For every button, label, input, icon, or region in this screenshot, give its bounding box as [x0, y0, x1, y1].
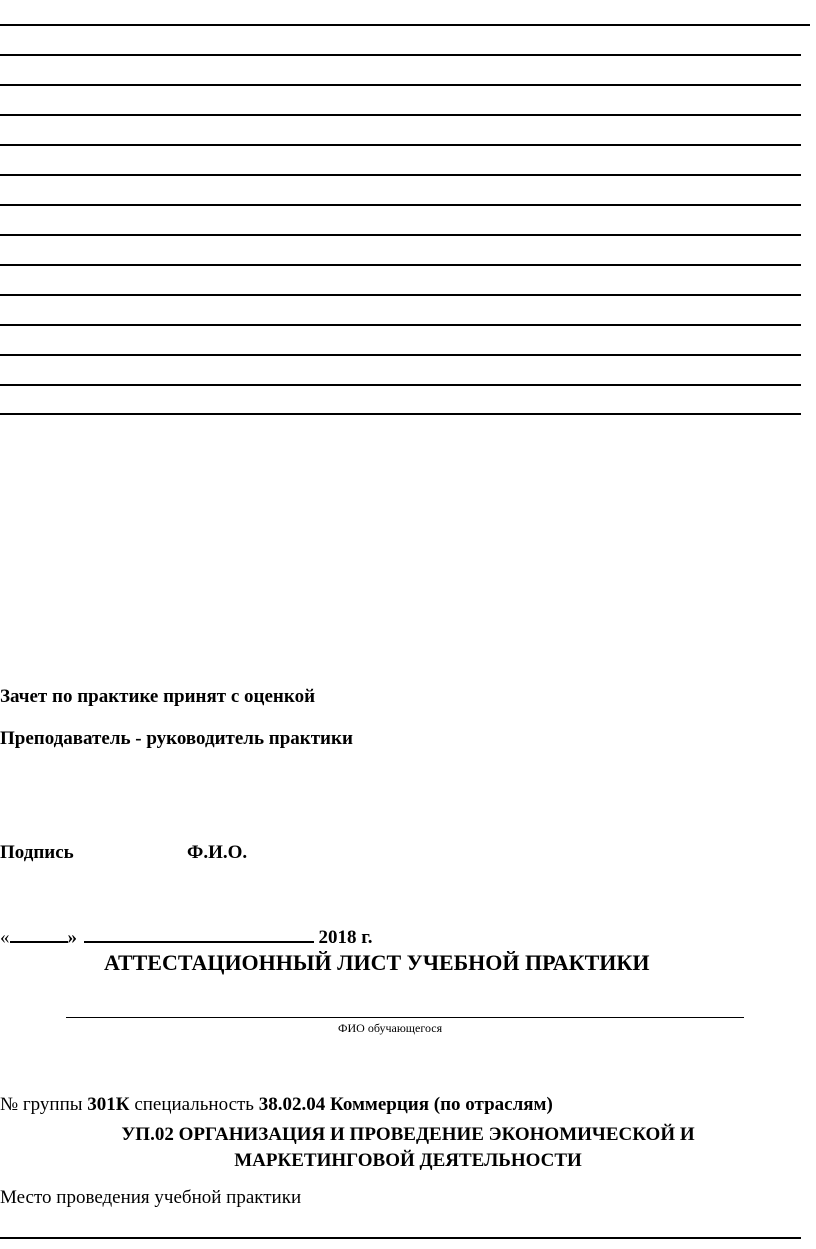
specialty-label: специальность: [134, 1094, 254, 1115]
specialty-value: 38.02.04 Коммерция (по отраслям): [258, 1094, 553, 1115]
writing-line: [0, 413, 801, 415]
writing-line: [0, 84, 801, 86]
student-name-line[interactable]: [66, 1017, 744, 1018]
writing-line: [0, 114, 801, 116]
group-prefix: № группы: [0, 1094, 83, 1115]
writing-line: [0, 294, 801, 296]
writing-line: [0, 354, 801, 356]
teacher-label: Преподаватель - руководитель практики: [0, 728, 353, 749]
group-number: 301К: [87, 1094, 130, 1115]
grade-label: Зачет по практике принят с оценкой: [0, 686, 316, 707]
writing-line: [0, 54, 801, 56]
fio-label: Ф.И.О.: [187, 842, 248, 863]
date-close-quote: »: [67, 927, 77, 948]
module-title-line2: МАРКЕТИНГОВОЙ ДЕЯТЕЛЬНОСТИ: [234, 1150, 582, 1171]
student-caption: ФИО обучающегося: [338, 1021, 443, 1035]
day-blank[interactable]: [10, 922, 68, 943]
module-title-line1: УП.02 ОРГАНИЗАЦИЯ И ПРОВЕДЕНИЕ ЭКОНОМИЧЕСКОЙ И: [121, 1124, 695, 1145]
writing-line: [0, 384, 801, 386]
writing-line: [0, 144, 801, 146]
sheet-title: АТТЕСТАЦИОННЫЙ ЛИСТ УЧЕБНОЙ ПРАКТИКИ: [104, 950, 650, 975]
writing-line: [0, 324, 801, 326]
writing-line: [0, 234, 801, 236]
writing-line: [0, 24, 810, 26]
group-line: [0, 1094, 553, 1116]
date-open-quote: «: [0, 927, 10, 948]
place-line[interactable]: [0, 1237, 801, 1239]
writing-line: [0, 204, 801, 206]
date-year: 2018 г.: [318, 927, 373, 948]
signature-label: Подпись: [0, 842, 74, 863]
month-blank[interactable]: [84, 922, 314, 943]
writing-line: [0, 174, 801, 176]
writing-line: [0, 264, 801, 266]
place-label: Место проведения учебной практики: [0, 1187, 302, 1208]
date-line: [0, 922, 373, 949]
